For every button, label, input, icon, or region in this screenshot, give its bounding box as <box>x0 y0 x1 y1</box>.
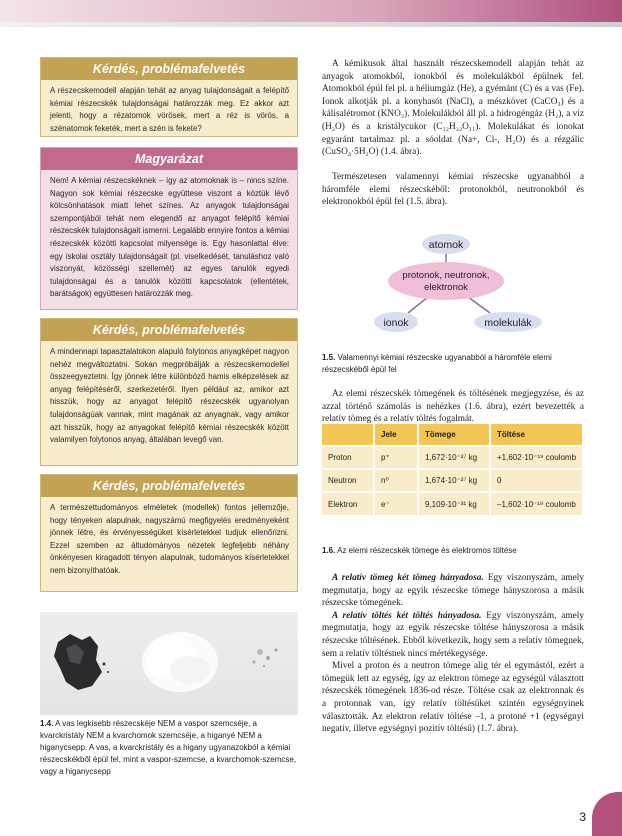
definition-relative-charge-lead: A relatív töltés két töltés hányadosa. <box>332 610 482 621</box>
table-cell: Elektron <box>322 492 374 515</box>
figure-1-4-caption <box>40 718 298 778</box>
right-paragraph-3 <box>322 388 584 426</box>
right-definitions <box>322 572 584 736</box>
question-box-1-text: A részecskemodell alapján tehát az anyag tulajdonságait a felépítő kémiai részecskék tulajdonságai határozzák meg. Ez akkor azt jelenti, hogy a rézatomok vörösek, mert a réz is vörös, a szénatomok feketék, mert a szén is fekete? <box>50 86 289 133</box>
definition-relative-mass <box>322 572 584 610</box>
question-box-1 <box>40 57 298 137</box>
definition-relative-charge <box>322 610 584 660</box>
center-label-2: elektronok <box>424 282 468 293</box>
definition-relative-charge-text: Egy viszonyszám, amely megmutatja, hogy az egyik részecske töltése hányszorosa a másik részecske töltésének. Ebből következik, hogy sem a relatív tömegnek, sem a relatív töltésnek nincs mértékegysége. <box>322 610 585 659</box>
table-cell: 9,109·10⁻³¹ kg <box>418 492 490 515</box>
table-cell: –1,602·10⁻¹⁹ coulomb <box>490 492 583 515</box>
figure-1-4-text: A vas legkisebb részecskéje NEM a vaspor szemcséje, a kvarckristály NEM a kvarchomok szemcséje, a higanyé NEM a higanycsepp. A vas, a kvarckristály és a higany ugyanazokból a kémiai részecskékből épül fel, mint a vaspor-szemcse, a kvarchomok-szemcse, vagy a higanycsepp <box>40 719 297 776</box>
paragraph-relative-values: Mivel a proton és a neutron tömege alig tér el egymástól, ezért a tömegük lett az egység, így az elektron tömege az egységül választott részecskék tömegének 1836-od része. Töltése csak az elektronnak és a protonnak van, így relatív töltésüket szintén egységnyinek választották. Az elektron relatív töltése –1, a protoné +1 (egységnyi negatív, illetve egységnyi pozitív töltésű) (1.7. ábra). <box>322 661 584 735</box>
figure-1-6-number: 1.6. <box>322 546 336 555</box>
particle-diagram <box>322 225 584 347</box>
figure-1-5-text: Valamennyi kémiai részecske ugyanabból a háromféle elemi részecskéből épül fel <box>322 353 552 374</box>
table-header-cell: Töltése <box>490 424 583 446</box>
definition-relative-mass-text: Egy viszonyszám, amely megmutatja, hogy az egyik részecske tömege hányszorosa a másik részecske tömegének. <box>322 573 585 609</box>
table-header-cell: Jele <box>374 424 418 446</box>
table-cell: e⁻ <box>374 492 418 515</box>
question-box-2 <box>40 318 298 466</box>
question-box-1-title: Kérdés, problémafelvetés <box>41 58 297 80</box>
figure-1-6-caption <box>322 545 584 557</box>
question-box-2-text: A mindennapi tapasztalatokon alapuló folytonos anyagképet nagyon nehéz megváltoztatni. Sokan megpróbálják a részecskemodellel összeegyeztetni. Így jönnek létre különböző hamis elképzelések az anyag felépítéséről, szerkezetéről. Ilyen például az, amikor azt hisszük, hogy az anyagot felépítő részecskék ugyanolyan tulajdonságúak vannak, mint magának az anyagnak, vagy amikor azt hisszük, hogy az anyagokat felépítő kémiai részecskék között valamilyen folytonos anyag, általában levegő van. <box>50 347 289 445</box>
explanation-box-title: Magyarázat <box>41 148 297 170</box>
table-row <box>322 469 583 492</box>
substances-illustration <box>40 612 298 715</box>
table-cell: 1,672·10⁻²⁷ kg <box>418 446 490 469</box>
atoms-label: atomok <box>428 239 464 251</box>
question-box-2-title: Kérdés, problémafelvetés <box>41 319 297 341</box>
table-header-cell <box>322 424 374 446</box>
figure-1-5-number: 1.5. <box>322 353 336 362</box>
page-number: 3 <box>579 810 586 824</box>
particles-table <box>322 424 584 515</box>
molecules-label: molekulák <box>484 317 532 329</box>
table-header-cell: Tömege <box>418 424 490 446</box>
table-row <box>322 446 583 469</box>
ions-label: ionok <box>383 317 409 329</box>
center-node <box>388 262 504 300</box>
table-cell: 1,674·10⁻²⁷ kg <box>418 469 490 492</box>
question-box-3 <box>40 474 298 592</box>
paragraph-particle-model: A kémikusok által használt részecskemodell alapján tehát az anyagok atomokból, ionokból és molekulákból épülnek fel. Atomokból épül fel pl. a héliumgáz (He), a gyémánt (C) és a vas (Fe). Ionok alkotják pl. a konyhasót (NaCl), a mészkövet (CaCO₃) és a kálisalétromot (KNO₃). Molekulákból áll pl. a hidrogéngáz (H₂), a víz (H₂O) és a kristálycukor (C₁₂H₂₂O₁₁). Molekulákat és ionokat egyaránt tartalmaz pl. a sóoldat (Na+, Cl-, H₂O) és a rézgálic (CuSO₄·5H₂O) (1.4. ábra). <box>322 59 584 158</box>
paragraph-elementary-particles: Természetesen valamennyi kémiai részecske ugyanabból a háromféle elemi részecskéből: protonokból, neutronokból és elektronokból épül fel (1.5. ábra). <box>322 172 584 208</box>
substances-photo <box>40 612 298 715</box>
explanation-box-text: Nem! A kémiai részecskéknek – így az atomoknak is – nincs színe. Nagyon sok kémiai részecske együttese viszont a köztük lévő kölcsönhatások miatt lehet színes. Az anyagok tulajdonságai szempontjából tehát nem elegendő az anyagot felépítő kémiai részecskék tulajdonságait ismerni. Legalább ennyire fontos a kémiai részecskék közötti kapcsolat milyensége is. Egy hasonlattal élve: egy iskolai osztály tulajdonságait (pl. viselkedését, tanuláshoz való viszonyát, közösségi szellemét) az egyes tanulók egyedi tulajdonságai és a tanulók közötti kapcsolatok (ellentétek, barátságok) együttesen határozzák meg. <box>50 176 289 299</box>
page-corner-tab <box>592 792 622 836</box>
definition-relative-mass-lead: A relatív tömeg két tömeg hányadosa. <box>332 573 484 583</box>
top-color-bar <box>0 0 622 22</box>
center-label-1: protonok, neutronok, <box>402 270 490 281</box>
table-cell: 0 <box>490 469 583 492</box>
table-cell: n⁰ <box>374 469 418 492</box>
right-paragraph-1 <box>322 58 584 159</box>
figure-1-5-caption <box>322 352 584 376</box>
explanation-box <box>40 147 298 310</box>
table-header-row <box>322 424 583 446</box>
figure-1-6-text: Az elemi részecskék tömege és elektromos töltése <box>337 546 517 555</box>
question-box-3-text: A természettudományos elméletek (modellek) fontos jellemzője, hogy tényeken alapulnak, nagyszámú megfigyelés eredményeként jönnek létre, és érvényességüket kísérletekkel tudjuk ellenőrizni. Ezzel szemben az áltudományos nézetek legfeljebb néhány önkényesen kiragadott tényen alapulnak, tudományos kísérletekkel nem bizonyíthatóak. <box>50 503 289 575</box>
table-cell: Neutron <box>322 469 374 492</box>
question-box-3-title: Kérdés, problémafelvetés <box>41 475 297 497</box>
figure-1-4-number: 1.4. <box>40 719 54 728</box>
table-row <box>322 492 583 515</box>
right-paragraph-2 <box>322 171 584 209</box>
paragraph-relative-intro: Az elemi részecskék tömegének és töltésének megjegyzése, és az azzal történő számolás is nehézkes (1.6. ábra), ezért bevezették a relatív tömeg és a relatív töltés fogalmát. <box>322 389 584 425</box>
table-cell: +1,602·10⁻¹⁹ coulomb <box>490 446 583 469</box>
top-gray-line <box>0 22 622 27</box>
table-cell: Proton <box>322 446 374 469</box>
table-cell: p⁺ <box>374 446 418 469</box>
